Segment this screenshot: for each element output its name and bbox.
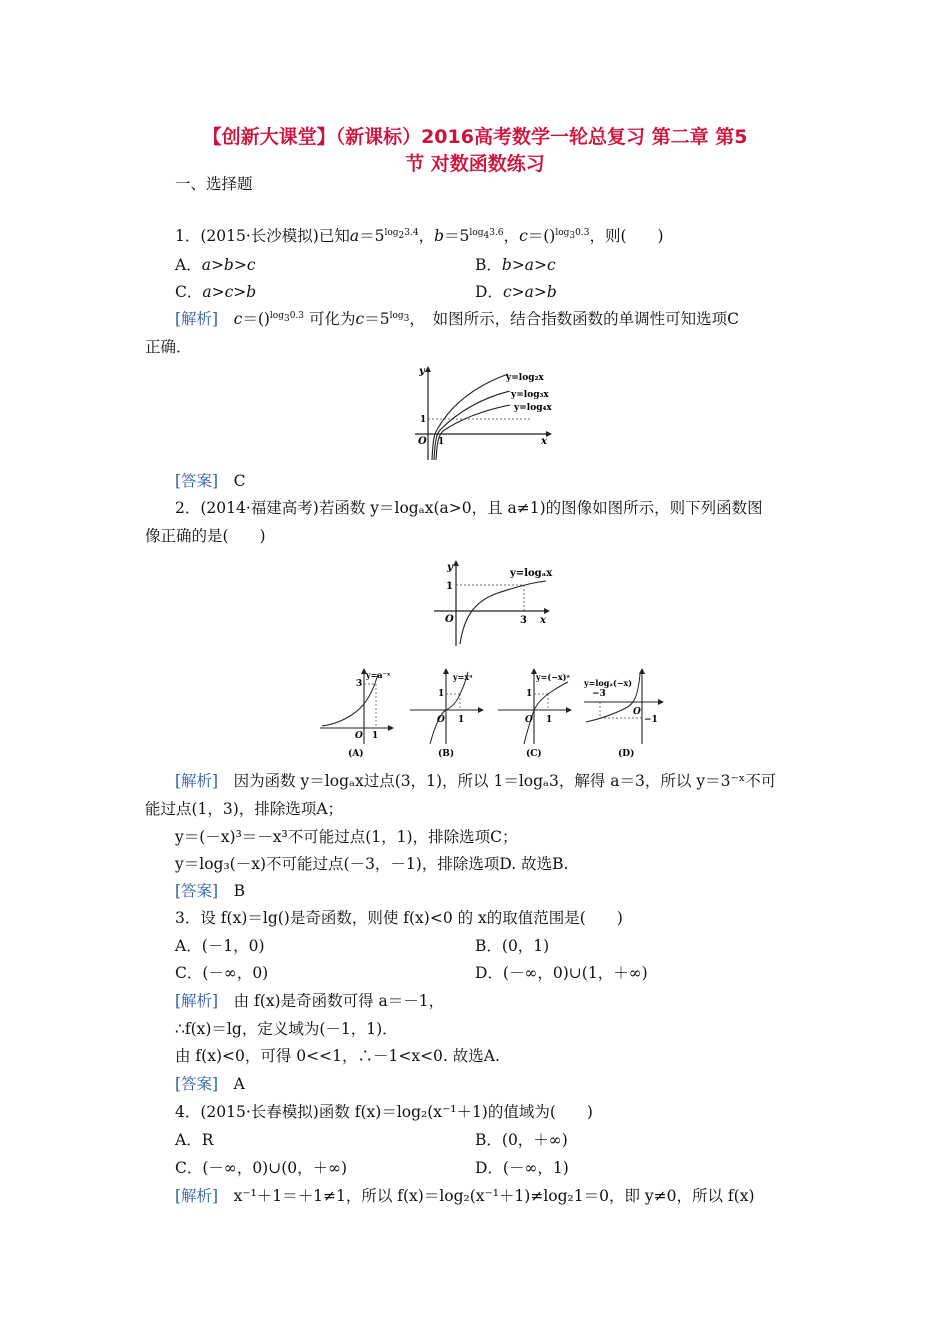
q3-option-c: C．(－∞，0) xyxy=(175,964,269,982)
svg-text:3: 3 xyxy=(520,615,527,626)
q3-stem: 3．设 f(x)＝lg()是奇函数，则使 f(x)<0 的 x的取值范围是( ) xyxy=(175,909,623,927)
q2-analysis-line3: y＝(－x)³＝－x³不可能过点(1，1)，排除选项C； xyxy=(175,828,518,846)
svg-text:O: O xyxy=(355,731,363,741)
q4-analysis-line1: [解析] x⁻¹＋1＝＋1≠1，所以 f(x)＝log₂(x⁻¹＋1)≠log₂1＝0，即 y≠0，所以 f(x) xyxy=(175,1187,755,1205)
fig1-curve-3: y=log₄x xyxy=(514,403,552,413)
q2-analysis-line4: y＝log₃(－x)不可能过点(－3，－1)，排除选项D. 故选B. xyxy=(175,855,569,873)
svg-text:y=xᵃ: y=xᵃ xyxy=(453,672,473,682)
document-title xyxy=(100,124,850,178)
svg-text:1: 1 xyxy=(438,689,445,699)
q4-option-d: D．(－∞，1) xyxy=(475,1159,569,1177)
q1-analysis-line2: 正确． xyxy=(145,338,192,356)
title-line-2: 节 对数函数练习 xyxy=(405,153,545,175)
q3-option-a: A．(－1，0) xyxy=(175,937,265,955)
svg-text:O: O xyxy=(445,614,454,625)
svg-text:O: O xyxy=(437,715,445,725)
q2-main-figure xyxy=(430,556,560,648)
q3-option-d: D．(－∞，0)∪(1，＋∞) xyxy=(475,964,648,982)
svg-text:(A): (A) xyxy=(348,749,364,759)
svg-text:y=logₐ(−x): y=logₐ(−x) xyxy=(584,678,633,688)
q4-option-b: B．(0，＋∞) xyxy=(475,1131,568,1149)
q2-stem-line2: 像正确的是( ) xyxy=(145,527,266,545)
q1-option-a: A．a>b>c xyxy=(175,256,256,274)
q4-option-c: C．(－∞，0)∪(0，＋∞) xyxy=(175,1159,348,1177)
svg-text:1: 1 xyxy=(458,715,465,725)
fig1-tick-y: 1 xyxy=(420,415,427,425)
fig1-origin: O xyxy=(418,436,427,447)
q1-answer: [答案] C xyxy=(175,472,246,490)
q4-stem: 4．(2015·长春模拟)函数 f(x)＝log₂(x⁻¹＋1)的值域为( ) xyxy=(175,1103,593,1121)
q3-answer: [答案] A xyxy=(175,1075,245,1093)
q2-choice-a xyxy=(318,664,398,760)
svg-text:O: O xyxy=(633,707,641,717)
svg-text:1: 1 xyxy=(446,581,453,592)
q2-choice-b xyxy=(408,664,488,760)
fig1-y-label: y xyxy=(419,366,425,377)
svg-text:y=(−x)ᵃ: y=(−x)ᵃ xyxy=(536,672,571,682)
q1-figure xyxy=(410,364,560,464)
svg-text:3: 3 xyxy=(356,679,363,689)
q1-option-c: C．a>c>b xyxy=(175,283,257,301)
analysis-tag: [解析] xyxy=(175,310,219,328)
svg-text:O: O xyxy=(525,715,533,725)
q2-choice-d xyxy=(582,664,668,760)
q3-analysis-line2: ∴f(x)＝lg，定义域为(－1，1)． xyxy=(175,1020,398,1038)
fig1-curve-2: y=log₃x xyxy=(511,390,549,400)
q3-analysis-line3: 由 f(x)<0，可得 0<<1，∴－1<x<0. 故选A. xyxy=(175,1047,500,1065)
q1-option-b: B．b>a>c xyxy=(475,256,556,274)
svg-text:(C): (C) xyxy=(526,749,542,759)
svg-text:x: x xyxy=(540,615,546,626)
q2-choice-c xyxy=(496,664,576,760)
svg-text:−3: −3 xyxy=(592,689,606,699)
svg-text:(B): (B) xyxy=(438,749,455,759)
title-line-1: 【创新大课堂】（新课标）2016高考数学一轮总复习 第二章 第5 xyxy=(202,126,748,148)
fig1-x-label: x xyxy=(541,436,547,447)
fig1-tick-x: 1 xyxy=(438,437,445,447)
q3-option-b: B．(0，1) xyxy=(475,937,550,955)
q1-analysis: [解析] c＝()$^{log_30.3}$ 可化为$c=5^{log_3}$， 如图所示，结合指数函数的单调性可知选项C xyxy=(175,310,739,328)
svg-text:1: 1 xyxy=(526,689,533,699)
svg-text:y=a⁻ˣ: y=a⁻ˣ xyxy=(366,670,391,680)
q2-answer: [答案] B xyxy=(175,882,246,900)
svg-text:1: 1 xyxy=(372,731,379,741)
svg-text:y: y xyxy=(447,562,453,573)
q2-analysis-line2: 能过点(1，3)，排除选项A； xyxy=(145,800,344,818)
svg-text:y=logₐx: y=logₐx xyxy=(510,568,553,579)
svg-text:−1: −1 xyxy=(644,715,658,725)
section-heading: 一、选择题 xyxy=(175,175,253,193)
svg-text:1: 1 xyxy=(546,715,553,725)
q4-option-a: A．R xyxy=(175,1131,214,1149)
svg-text:(D): (D) xyxy=(618,749,635,759)
q3-analysis-line1: [解析] 由 f(x)是奇函数可得 a＝－1， xyxy=(175,992,445,1010)
q1-stem: 1．(2015·长沙模拟)已知$a=5^{log_23.4}$，$b=5^{log_43.6}$，c＝()$^{log_30.3}$，则( ) xyxy=(175,227,664,245)
fig1-curve-1: y=log₂x xyxy=(506,373,544,383)
q2-stem-line1: 2．(2014·福建高考)若函数 y＝logₐx(a>0，且 a≠1)的图像如图所示，则下列函数图 xyxy=(175,499,763,517)
q2-analysis-line1: [解析] 因为函数 y＝logₐx过点(3，1)，所以 1＝logₐ3，解得 a＝3，所以 y＝3⁻ˣ不可 xyxy=(175,772,777,790)
q1-option-d: D．c>a>b xyxy=(475,283,557,301)
